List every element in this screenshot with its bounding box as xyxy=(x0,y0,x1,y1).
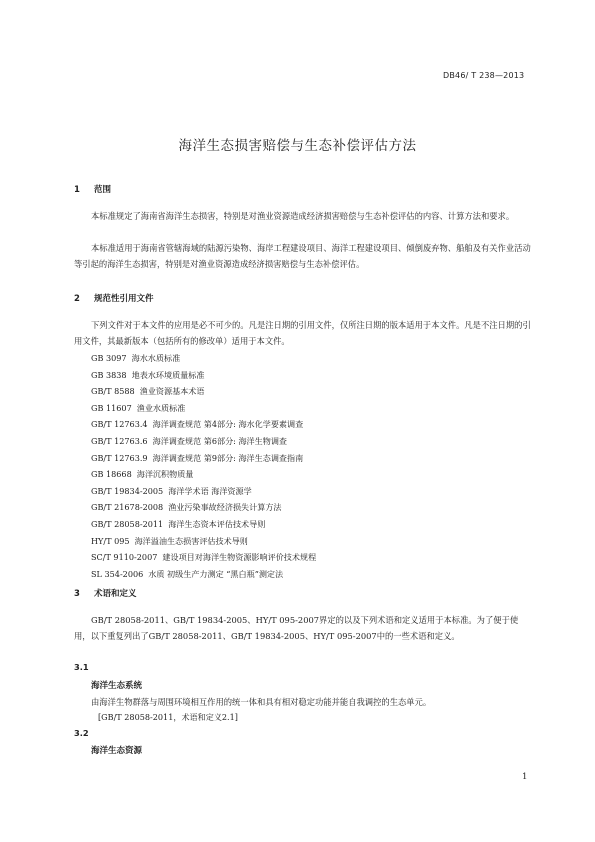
section-title: 规范性引用文件 xyxy=(94,294,154,304)
reference-code: GB/T 8588 xyxy=(91,386,135,397)
reference-title: 渔业污染事故经济损失计算方法 xyxy=(168,502,282,513)
reference-code: GB/T 19834-2005 xyxy=(91,485,164,496)
reference-code: GB/T 12763.9 xyxy=(91,452,148,463)
reference-title: 海洋调查规范 第9部分: 海洋生态调查指南 xyxy=(152,452,304,463)
reference-item xyxy=(91,549,316,566)
section-1-paragraph: 本标准规定了海南省海洋生态损害，特别是对渔业资源造成经济损害赔偿与生态补偿评估的内容、计算方法和要求。 xyxy=(91,211,515,221)
reference-item xyxy=(91,367,316,384)
page-number: 1 xyxy=(522,772,528,782)
reference-title: 海水水质标准 xyxy=(131,353,181,363)
section-title: 范围 xyxy=(94,185,112,195)
reference-code: GB 18668 xyxy=(91,469,132,480)
reference-code: GB/T 28058-2011 xyxy=(91,518,164,529)
reference-code: GB/T 21678-2008 xyxy=(91,502,164,513)
reference-item xyxy=(91,400,316,417)
reference-title: 海洋学术语 海洋资源学 xyxy=(168,485,252,496)
reference-title: 海洋溢油生态损害评估技术导则 xyxy=(134,535,248,546)
section-2-heading xyxy=(74,292,154,304)
section-1-paragraph: 本标准适用于海南省管辖海域的陆源污染物、海岸工程建设项目、海洋工程建设项目、倾倒废弃物、船舶及有关作业活动等引起的海洋生态损害，特别是对渔业资源造成经济损害赔偿与生态补偿评估。 xyxy=(74,243,531,269)
term-definition: 由海洋生物群落与周围环境相互作用的统一体和具有相对稳定功能并能自我调控的生态单元。 xyxy=(91,697,432,707)
reference-item xyxy=(91,516,316,533)
reference-item xyxy=(91,416,316,433)
section-3-intro: GB/T 28058-2011、GB/T 19834-2005、HY/T 095-2007界定的以及下列术语和定义适用于本标准。为了便于使用，以下重复列出了GB/T 28058-2011、GB/T 19834-2005、HY/T 095-2007中的一些术语和定义。 xyxy=(74,615,519,641)
reference-item xyxy=(91,433,316,450)
reference-title: 海洋调查规范 第6部分: 海洋生物调查 xyxy=(152,435,288,446)
reference-code: GB 3838 xyxy=(91,369,127,380)
reference-title: 海洋生态资本评估技术导则 xyxy=(168,518,266,529)
reference-item xyxy=(91,466,316,483)
reference-item xyxy=(91,533,316,550)
document-title: 海洋生态损害赔偿与生态补偿评估方法 xyxy=(178,138,417,154)
reference-code: GB 3097 xyxy=(91,353,127,363)
term-number: 3.2 xyxy=(74,728,89,738)
reference-item xyxy=(91,566,316,583)
reference-title: 渔业资源基本术语 xyxy=(139,386,205,397)
reference-code: GB/T 12763.6 xyxy=(91,435,148,446)
reference-item xyxy=(91,499,316,516)
reference-code: HY/T 095 xyxy=(91,535,130,546)
section-1-heading xyxy=(74,183,111,195)
reference-item xyxy=(91,483,316,500)
reference-code: GB 11607 xyxy=(91,402,132,413)
reference-title: 海洋调查规范 第4部分: 海水化学要素调查 xyxy=(152,419,304,430)
standard-code: DB46/ T 238—2013 xyxy=(443,71,525,80)
section-number: 1 xyxy=(74,185,80,195)
section-number: 3 xyxy=(74,589,80,599)
reference-code: SL 354-2006 xyxy=(91,568,144,579)
reference-title: 建设项目对海洋生物资源影响评价技术规程 xyxy=(162,552,317,563)
term-source: [GB/T 28058-2011，术语和定义2.1] xyxy=(98,712,238,722)
reference-title: 海洋沉积物质量 xyxy=(136,469,194,480)
reference-item xyxy=(91,383,316,400)
term-name: 海洋生态资源 xyxy=(91,746,143,756)
reference-item xyxy=(91,350,316,367)
section-number: 2 xyxy=(74,294,80,304)
normative-references-list xyxy=(91,350,316,582)
reference-title: 渔业水质标准 xyxy=(136,402,186,413)
term-number: 3.1 xyxy=(74,662,89,672)
reference-title: 水质 初级生产力测定 “黑白瓶”测定法 xyxy=(148,568,284,579)
section-3-heading xyxy=(74,587,137,599)
reference-code: SC/T 9110-2007 xyxy=(91,552,158,563)
section-title: 术语和定义 xyxy=(94,589,137,599)
term-name: 海洋生态系统 xyxy=(91,681,143,691)
reference-title: 地表水环境质量标准 xyxy=(131,369,205,380)
section-2-intro: 下列文件对于本文件的应用是必不可少的。凡是注日期的引用文件，仅所注日期的版本适用于本文件。凡是不注日期的引用文件，其最新版本（包括所有的修改单）适用于本文件。 xyxy=(74,320,531,346)
reference-item xyxy=(91,450,316,467)
reference-code: GB/T 12763.4 xyxy=(91,419,148,430)
